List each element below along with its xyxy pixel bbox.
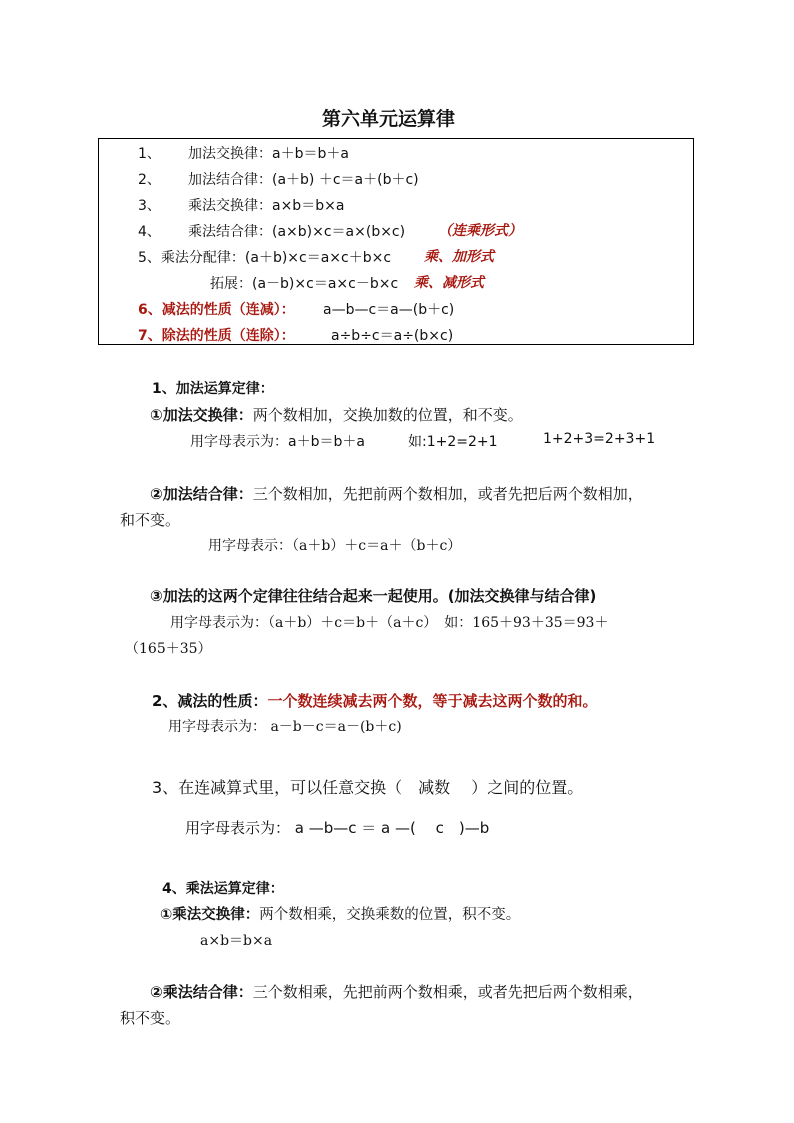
add-commutative-formula: 用字母表示为：a＋b＝b＋a bbox=[190, 434, 365, 450]
add-associative-text-2: 和不变。 bbox=[120, 511, 181, 529]
mul-associative-text: 三个数相乘，先把前两个数相乘，或者先把后两个数相乘， bbox=[252, 983, 643, 1001]
page-title: 第六单元运算律 bbox=[322, 108, 456, 130]
mul-commutative-text: 两个数相乘，交换乘数的位置，积不变。 bbox=[259, 907, 521, 923]
section-2-text: 一个数连续减去两个数，等于减去这两个数的和。 bbox=[267, 692, 598, 710]
mul-associative bbox=[150, 981, 643, 1002]
section-1-heading: 1、加法运算定律： bbox=[152, 381, 274, 397]
box-row-3-num: 3、 bbox=[138, 198, 161, 214]
section-4-heading: 4、乘法运算定律： bbox=[162, 881, 284, 897]
box-row-3-text: 乘法交换律：a×b＝b×a bbox=[188, 198, 345, 214]
box-row-2-text: 加法结合律：(a＋b) ＋c＝a＋(b＋c) bbox=[188, 172, 419, 188]
section-3-formula: 用字母表示为： a —b—c ＝ a —( c )—b bbox=[185, 819, 490, 837]
mul-commutative-label: ①乘法交换律： bbox=[160, 907, 260, 923]
mul-associative-label: ②乘法结合律： bbox=[150, 983, 253, 1001]
add-combined-formula: 用字母表示为：（a＋b）＋c＝b＋（a＋c） 如：165＋93＋35＝93＋ bbox=[170, 615, 609, 631]
add-commutative-text: 两个数相加，交换加数的位置，和不变。 bbox=[252, 406, 523, 424]
add-associative-text: 三个数相加，先把前两个数相加，或者先把后两个数相加， bbox=[252, 485, 643, 503]
mul-associative-text-2: 积不变。 bbox=[120, 1009, 181, 1027]
section-2-formula: 用字母表示为： a－b－c＝a－(b＋c) bbox=[168, 719, 402, 735]
box-row-5-text: 5、乘法分配律：(a＋b)×c＝a×c＋b×c bbox=[138, 250, 392, 266]
add-commutative-example-2: 1+2+3=2+3+1 bbox=[543, 431, 656, 447]
mul-commutative bbox=[160, 903, 520, 924]
box-row-1-text: 加法交换律：a＋b＝b＋a bbox=[188, 146, 349, 162]
section-2 bbox=[152, 690, 597, 711]
add-associative-label: ②加法结合律： bbox=[150, 485, 253, 503]
add-associative-formula: 用字母表示：（a＋b）＋c＝a＋（b＋c） bbox=[208, 538, 462, 554]
box-row-5b-text: 拓展：(a－b)×c＝a×c－b×c bbox=[210, 276, 399, 292]
box-row-4-num: 4、 bbox=[138, 224, 161, 240]
mul-commutative-formula: a×b＝b×a bbox=[200, 933, 273, 949]
box-row-5b-note: 乘、减形式 bbox=[414, 275, 484, 291]
add-commutative bbox=[150, 404, 523, 425]
box-row-7-label: 7、除法的性质（连除）： bbox=[138, 328, 295, 344]
box-row-5-note: 乘、加形式 bbox=[424, 249, 494, 265]
box-row-6-formula: a—b—c＝a—(b＋c) bbox=[323, 302, 455, 318]
box-row-6-label: 6、减法的性质（连减）： bbox=[138, 302, 295, 318]
add-combined-heading: ③加法的这两个定律往往结合起来一起使用。(加法交换律与结合律) bbox=[150, 587, 597, 605]
section-3-text: 3、在连减算式里，可以任意交换（ 减数 ）之间的位置。 bbox=[152, 778, 584, 797]
add-commutative-label: ①加法交换律： bbox=[150, 406, 253, 424]
add-associative bbox=[150, 483, 643, 504]
box-row-1-num: 1、 bbox=[138, 146, 161, 162]
add-commutative-example-1: 如:1+2=2+1 bbox=[408, 434, 498, 450]
box-row-2-num: 2、 bbox=[138, 172, 161, 188]
add-combined-formula-2: （165＋35） bbox=[125, 641, 212, 657]
box-row-4-note: （连乘形式） bbox=[438, 223, 522, 239]
box-row-7-formula: a÷b÷c＝a÷(b×c) bbox=[331, 328, 454, 344]
box-row-4-text: 乘法结合律：(a×b)×c＝a×(b×c) bbox=[188, 224, 406, 240]
section-2-label: 2、减法的性质： bbox=[152, 692, 268, 710]
